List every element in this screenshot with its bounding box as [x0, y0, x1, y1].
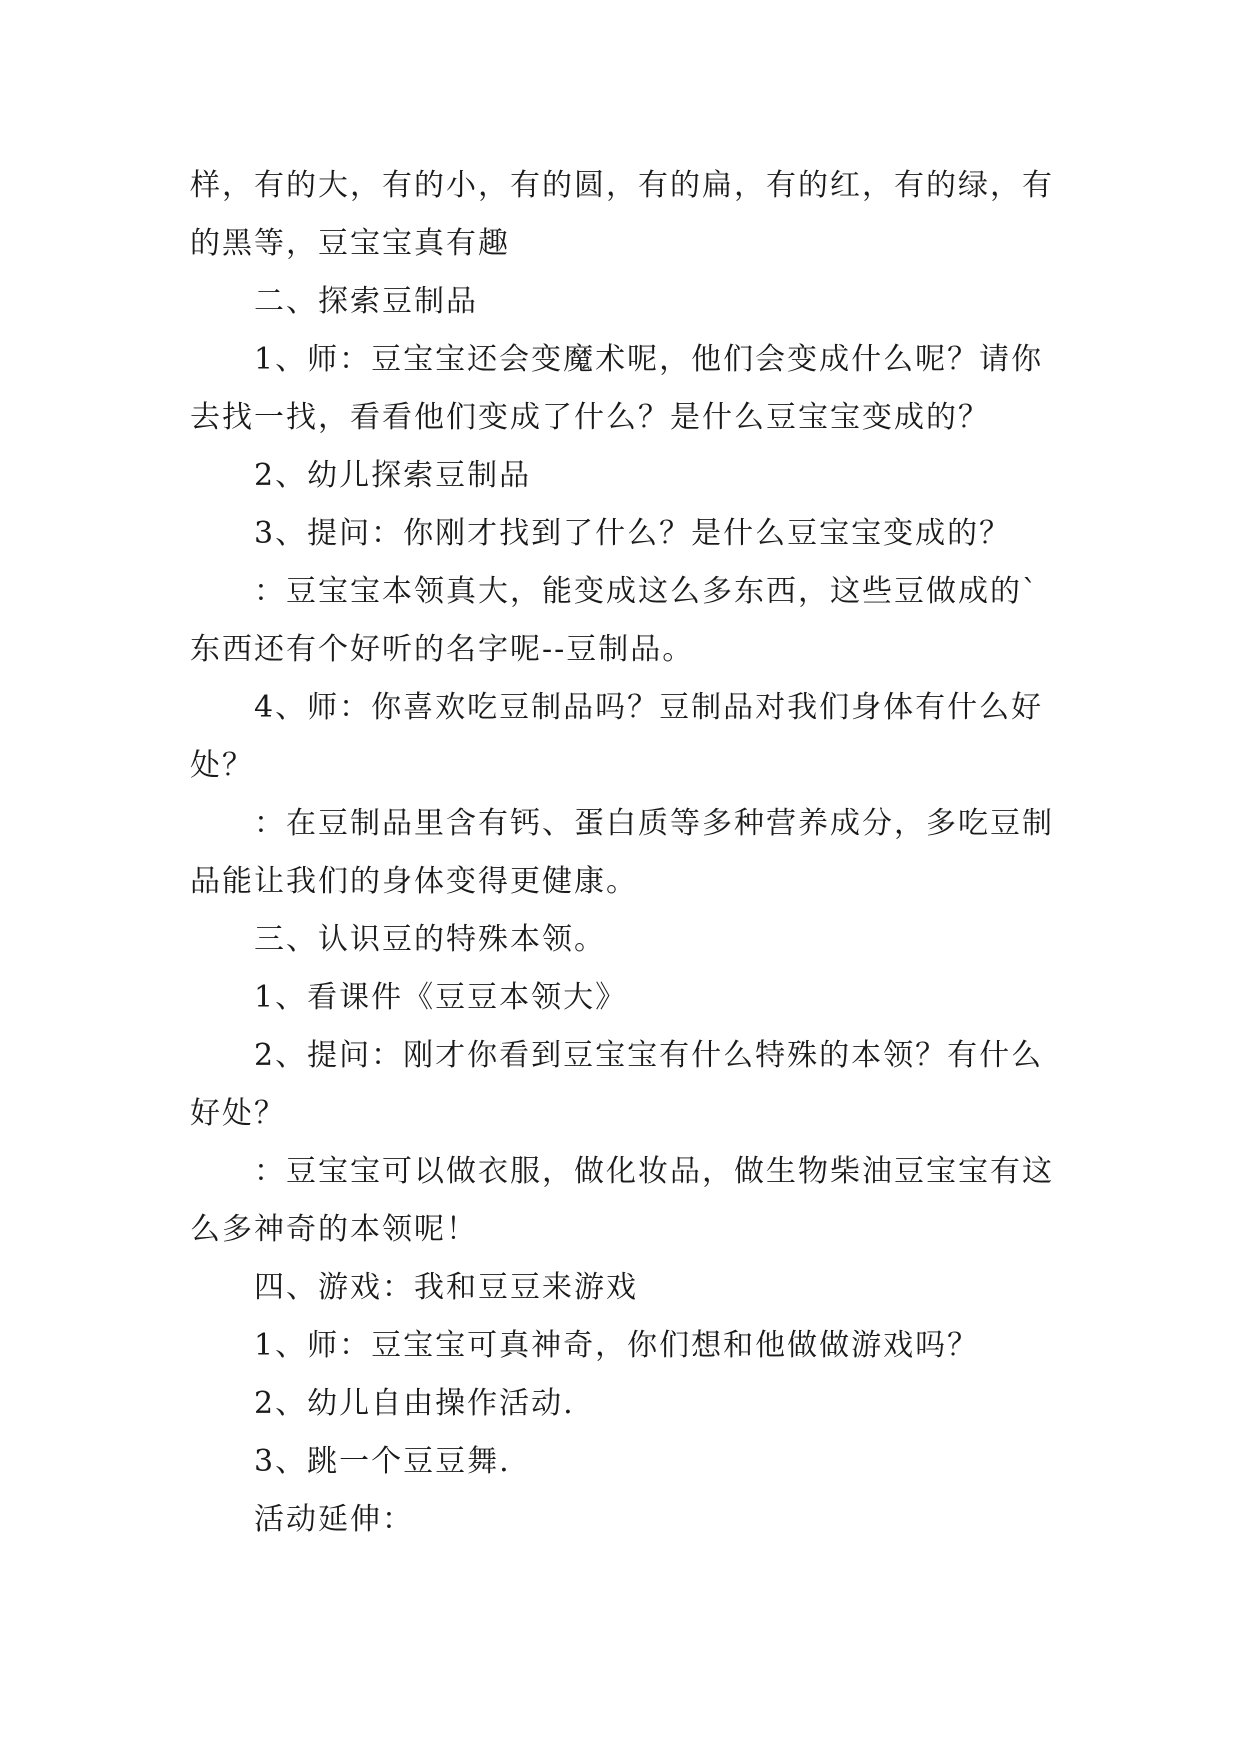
paragraph-step: 2、幼儿自由操作活动.	[254, 1386, 575, 1421]
section-heading-game: 四、游戏：我和豆豆来游戏	[254, 1270, 638, 1305]
section-heading-special-abilities: 三、认识豆的特殊本领。	[254, 922, 606, 957]
paragraph-summary: ：豆宝宝可以做衣服，做化妆品，做生物柴油豆宝宝有这么多神奇的本领呢！	[190, 1154, 1054, 1247]
paragraph-step: 1、师：豆宝宝还会变魔术呢，他们会变成什么呢？请你去找一找，看看他们变成了什么？是什么豆宝宝变成的？	[190, 342, 1044, 435]
paragraph-step: 4、师：你喜欢吃豆制品吗？豆制品对我们身体有什么好处？	[190, 690, 1044, 783]
paragraph-step: 3、提问：你刚才找到了什么？是什么豆宝宝变成的？	[254, 516, 1012, 551]
paragraph-step: 1、看课件《豆豆本领大》	[254, 980, 628, 1015]
paragraph-step: 3、跳一个豆豆舞.	[254, 1444, 511, 1479]
paragraph-step: 2、提问：刚才你看到豆宝宝有什么特殊的本领？有什么好处？	[190, 1038, 1044, 1131]
paragraph-step: 2、幼儿探索豆制品	[254, 458, 532, 493]
document-body	[190, 157, 1060, 1549]
paragraph-summary: ：豆宝宝本领真大，能变成这么多东西，这些豆做成的`东西还有个好听的名字呢--豆制品。	[190, 574, 1039, 667]
section-heading-explore-products: 二、探索豆制品	[254, 284, 478, 319]
section-heading-activity-extension: 活动延伸：	[254, 1502, 414, 1537]
paragraph-continued-intro: 样，有的大，有的小，有的圆，有的扁，有的红，有的绿，有的黑等，豆宝宝真有趣	[190, 168, 1054, 261]
paragraph-step: 1、师：豆宝宝可真神奇，你们想和他做做游戏吗？	[254, 1328, 980, 1363]
paragraph-summary: ：在豆制品里含有钙、蛋白质等多种营养成分，多吃豆制品能让我们的身体变得更健康。	[190, 806, 1054, 899]
